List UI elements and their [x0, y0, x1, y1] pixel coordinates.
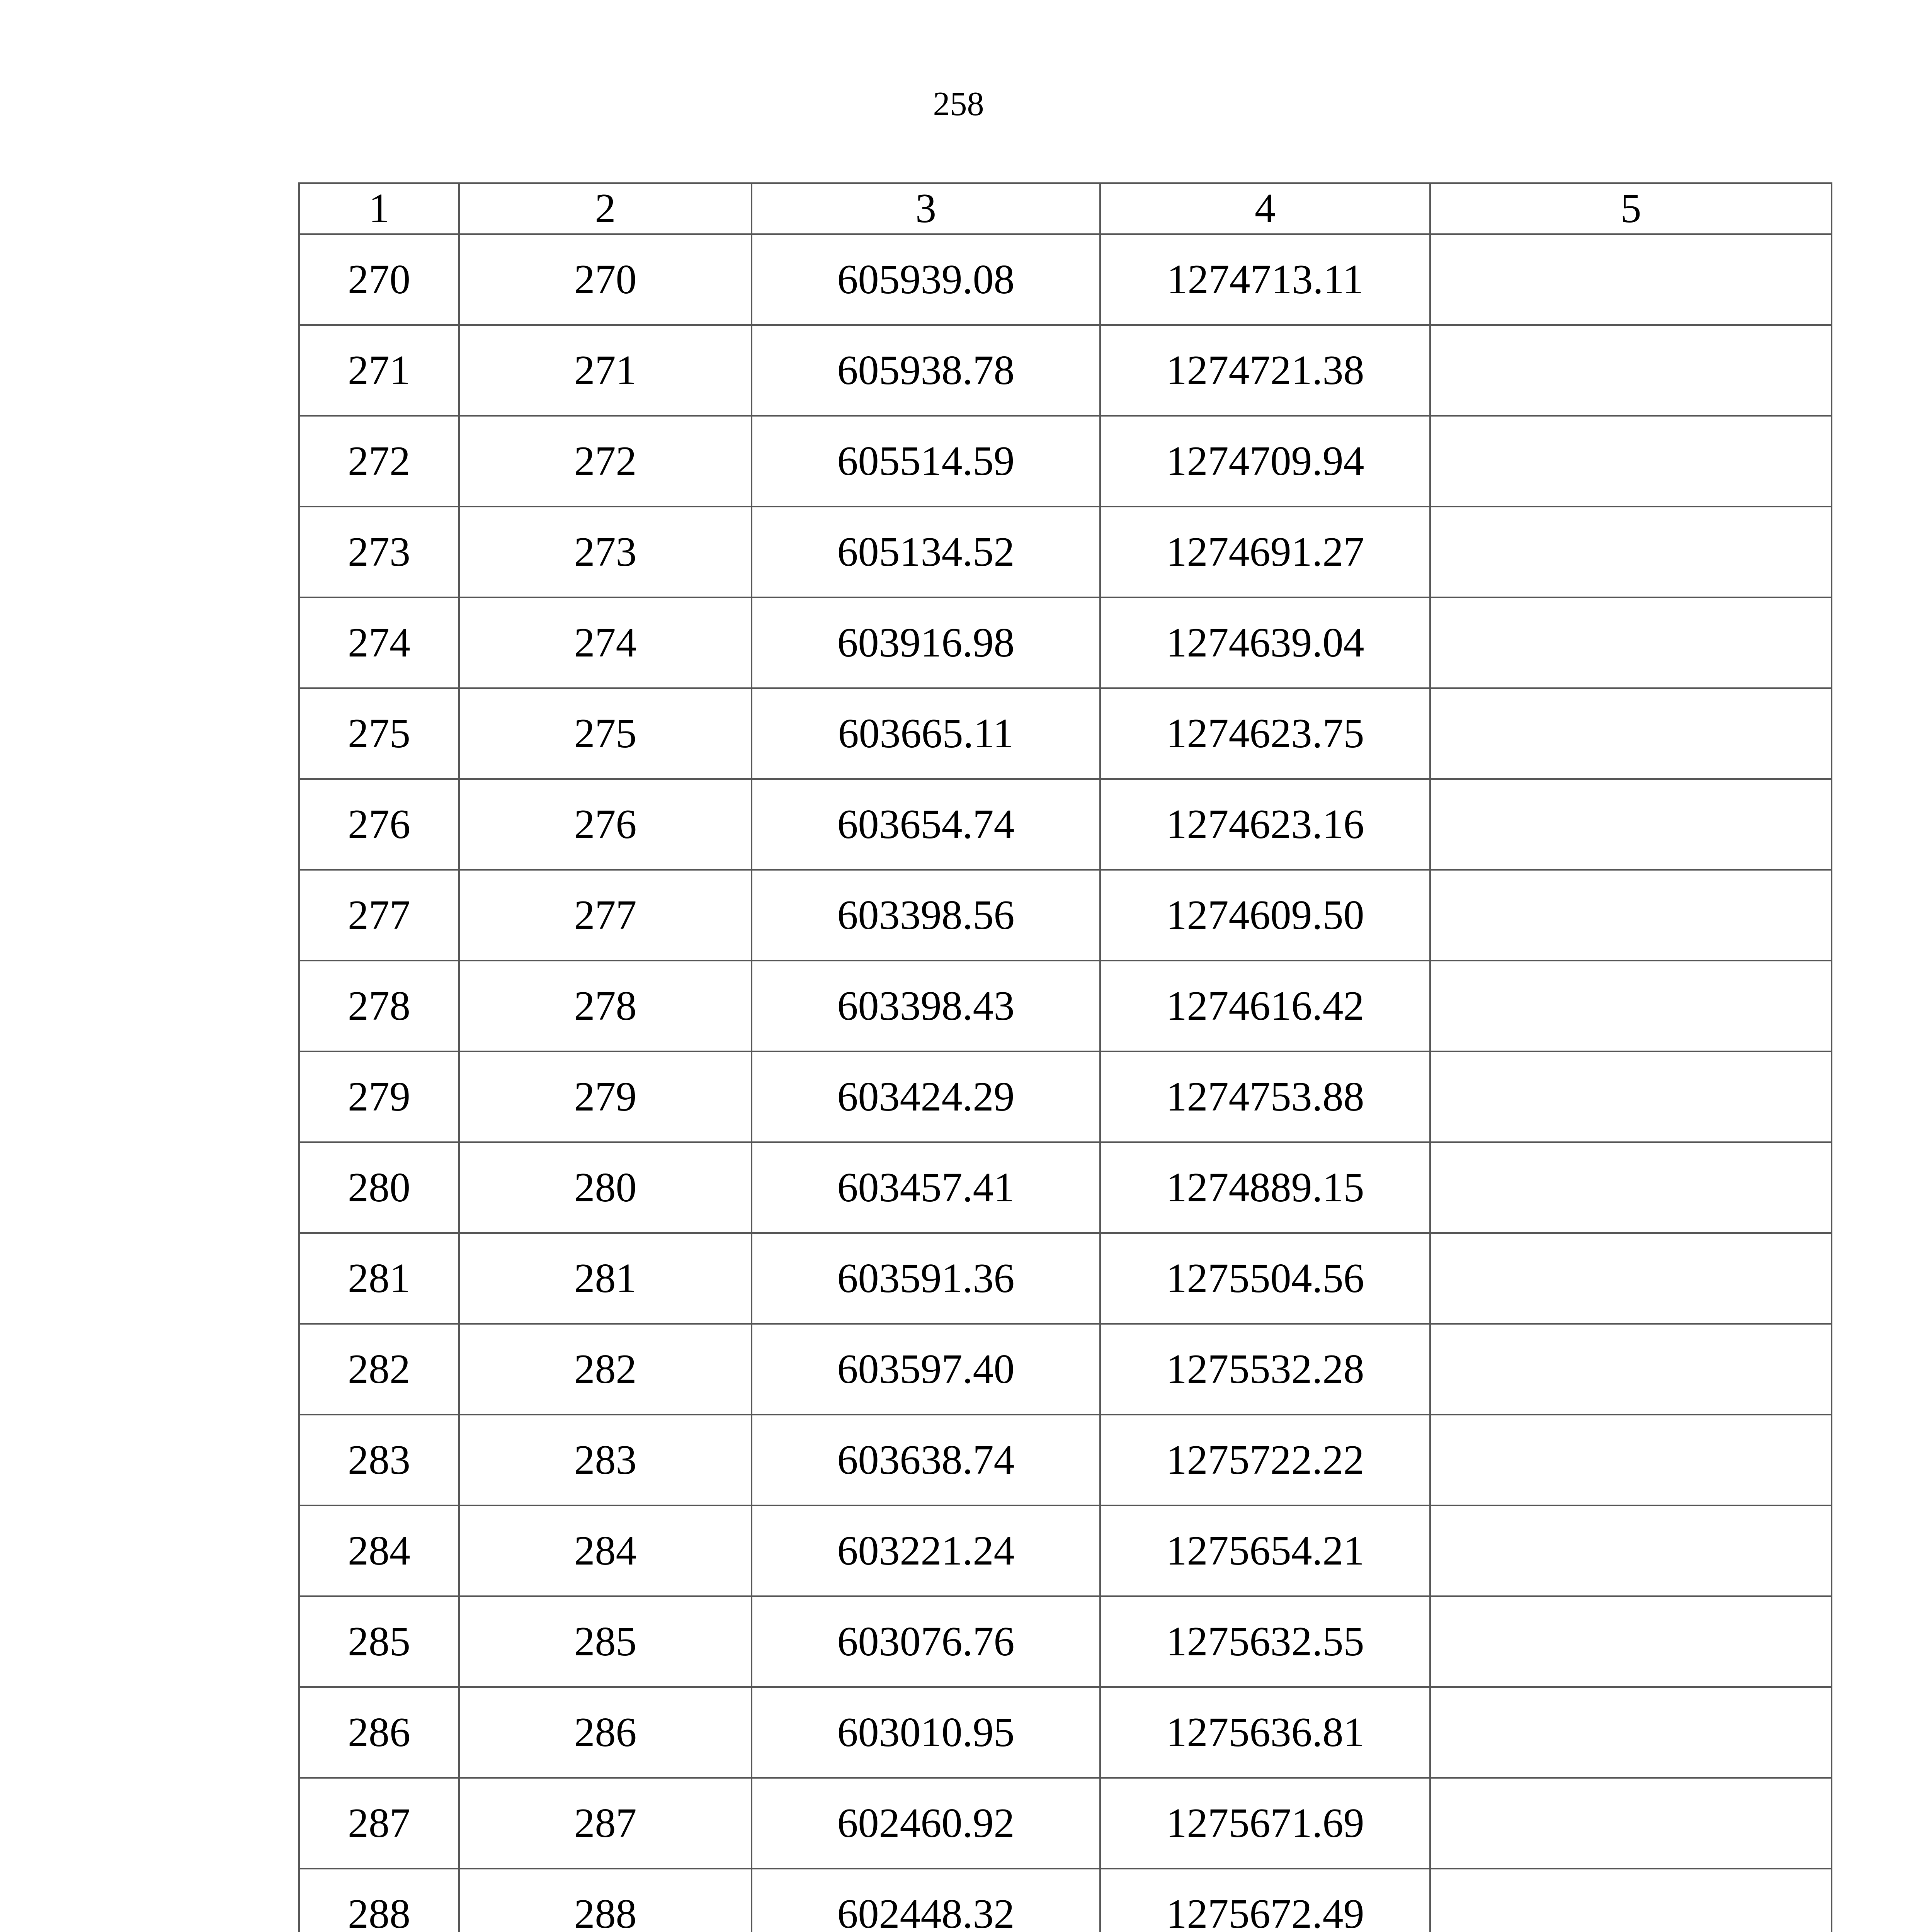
table-cell-col-2: 278	[459, 961, 752, 1051]
column-header-2: 2	[459, 183, 752, 234]
table-cell-col-1: 277	[299, 870, 459, 961]
table-cell-col-4: 1275654.21	[1100, 1505, 1430, 1596]
table-cell-col-5	[1430, 1869, 1832, 1932]
table-cell-col-1: 286	[299, 1687, 459, 1778]
table-row	[299, 416, 1832, 507]
table-cell-col-4: 1275632.55	[1100, 1596, 1430, 1687]
table-cell-col-5	[1430, 1233, 1832, 1324]
table-row	[299, 1051, 1832, 1142]
table-cell-col-2: 273	[459, 507, 752, 597]
table-cell-col-3: 603665.11	[752, 688, 1100, 779]
table-cell-col-4: 1275636.81	[1100, 1687, 1430, 1778]
table-cell-col-3: 603597.40	[752, 1324, 1100, 1415]
table-cell-col-2: 281	[459, 1233, 752, 1324]
table-cell-col-2: 288	[459, 1869, 752, 1932]
column-header-5: 5	[1430, 183, 1832, 234]
table-cell-col-4: 1274721.38	[1100, 325, 1430, 416]
table-cell-col-5	[1430, 325, 1832, 416]
table-row	[299, 870, 1832, 961]
table-cell-col-2: 286	[459, 1687, 752, 1778]
table-row	[299, 597, 1832, 688]
table-cell-col-3: 603010.95	[752, 1687, 1100, 1778]
table-cell-col-5	[1430, 597, 1832, 688]
table-cell-col-5	[1430, 1505, 1832, 1596]
table-cell-col-4: 1274691.27	[1100, 507, 1430, 597]
table-cell-col-3: 605939.08	[752, 234, 1100, 325]
table-cell-col-5	[1430, 779, 1832, 870]
table-cell-col-1: 287	[299, 1778, 459, 1869]
table-row	[299, 1415, 1832, 1505]
table-row	[299, 325, 1832, 416]
table-cell-col-3: 602448.32	[752, 1869, 1100, 1932]
table-cell-col-3: 605514.59	[752, 416, 1100, 507]
table-cell-col-3: 603398.56	[752, 870, 1100, 961]
table-cell-col-4: 1275671.69	[1100, 1778, 1430, 1869]
table-row	[299, 1778, 1832, 1869]
table-cell-col-4: 1275504.56	[1100, 1233, 1430, 1324]
column-header-1: 1	[299, 183, 459, 234]
table-row	[299, 1687, 1832, 1778]
table-cell-col-4: 1274889.15	[1100, 1142, 1430, 1233]
table-cell-col-4: 1275532.28	[1100, 1324, 1430, 1415]
table-cell-col-2: 277	[459, 870, 752, 961]
table-cell-col-2: 282	[459, 1324, 752, 1415]
table-cell-col-5	[1430, 234, 1832, 325]
table-cell-col-1: 272	[299, 416, 459, 507]
table-cell-col-5	[1430, 1051, 1832, 1142]
table-cell-col-2: 276	[459, 779, 752, 870]
table-cell-col-4: 1274609.50	[1100, 870, 1430, 961]
page-number: 258	[933, 85, 984, 123]
table-cell-col-5	[1430, 1687, 1832, 1778]
table-cell-col-2: 283	[459, 1415, 752, 1505]
table-row	[299, 1869, 1832, 1932]
table-cell-col-1: 280	[299, 1142, 459, 1233]
table-cell-col-2: 270	[459, 234, 752, 325]
table-cell-col-1: 278	[299, 961, 459, 1051]
table-cell-col-2: 287	[459, 1778, 752, 1869]
table-cell-col-2: 271	[459, 325, 752, 416]
column-header-4: 4	[1100, 183, 1430, 234]
table-cell-col-3: 605938.78	[752, 325, 1100, 416]
table-cell-col-1: 288	[299, 1869, 459, 1932]
table-cell-col-5	[1430, 688, 1832, 779]
table-cell-col-2: 272	[459, 416, 752, 507]
table-cell-col-3: 603638.74	[752, 1415, 1100, 1505]
table-cell-col-4: 1274639.04	[1100, 597, 1430, 688]
table-row	[299, 1505, 1832, 1596]
table-cell-col-5	[1430, 1324, 1832, 1415]
table-cell-col-1: 271	[299, 325, 459, 416]
table-row	[299, 1596, 1832, 1687]
table-cell-col-4: 1274713.11	[1100, 234, 1430, 325]
table-row	[299, 507, 1832, 597]
table-row	[299, 1324, 1832, 1415]
table-cell-col-5	[1430, 416, 1832, 507]
table-cell-col-3: 603076.76	[752, 1596, 1100, 1687]
table-cell-col-2: 275	[459, 688, 752, 779]
table-cell-col-5	[1430, 507, 1832, 597]
table-cell-col-3: 603457.41	[752, 1142, 1100, 1233]
table-cell-col-2: 274	[459, 597, 752, 688]
table-row	[299, 688, 1832, 779]
table-cell-col-1: 282	[299, 1324, 459, 1415]
table-cell-col-5	[1430, 1596, 1832, 1687]
table-cell-col-1: 273	[299, 507, 459, 597]
table-cell-col-1: 279	[299, 1051, 459, 1142]
table-cell-col-3: 603591.36	[752, 1233, 1100, 1324]
table-cell-col-5	[1430, 1778, 1832, 1869]
table-cell-col-1: 281	[299, 1233, 459, 1324]
table-cell-col-1: 270	[299, 234, 459, 325]
table-cell-col-2: 279	[459, 1051, 752, 1142]
table-cell-col-5	[1430, 1142, 1832, 1233]
table-cell-col-4: 1274623.16	[1100, 779, 1430, 870]
table-cell-col-5	[1430, 1415, 1832, 1505]
table-cell-col-4: 1274753.88	[1100, 1051, 1430, 1142]
table-cell-col-1: 276	[299, 779, 459, 870]
table-cell-col-4: 1274709.94	[1100, 416, 1430, 507]
table-cell-col-1: 274	[299, 597, 459, 688]
table-cell-col-3: 603424.29	[752, 1051, 1100, 1142]
table-cell-col-1: 285	[299, 1596, 459, 1687]
table-cell-col-4: 1275672.49	[1100, 1869, 1430, 1932]
table-cell-col-3: 603654.74	[752, 779, 1100, 870]
table-row	[299, 779, 1832, 870]
table-body	[299, 234, 1832, 1932]
table-cell-col-3: 603916.98	[752, 597, 1100, 688]
table-cell-col-2: 284	[459, 1505, 752, 1596]
table-cell-col-5	[1430, 961, 1832, 1051]
table-cell-col-3: 603221.24	[752, 1505, 1100, 1596]
table-row	[299, 234, 1832, 325]
table-cell-col-2: 280	[459, 1142, 752, 1233]
table-cell-col-1: 284	[299, 1505, 459, 1596]
table-row	[299, 1233, 1832, 1324]
table-cell-col-1: 275	[299, 688, 459, 779]
table-row	[299, 961, 1832, 1051]
table-cell-col-1: 283	[299, 1415, 459, 1505]
table-cell-col-3: 603398.43	[752, 961, 1100, 1051]
header-row	[299, 183, 1832, 234]
table-cell-col-4: 1275722.22	[1100, 1415, 1430, 1505]
table-cell-col-3: 605134.52	[752, 507, 1100, 597]
table-cell-col-4: 1274623.75	[1100, 688, 1430, 779]
table-cell-col-2: 285	[459, 1596, 752, 1687]
table-cell-col-3: 602460.92	[752, 1778, 1100, 1869]
table-cell-col-4: 1274616.42	[1100, 961, 1430, 1051]
table-cell-col-5	[1430, 870, 1832, 961]
column-header-3: 3	[752, 183, 1100, 234]
table-row	[299, 1142, 1832, 1233]
coordinates-table	[298, 182, 1832, 1932]
